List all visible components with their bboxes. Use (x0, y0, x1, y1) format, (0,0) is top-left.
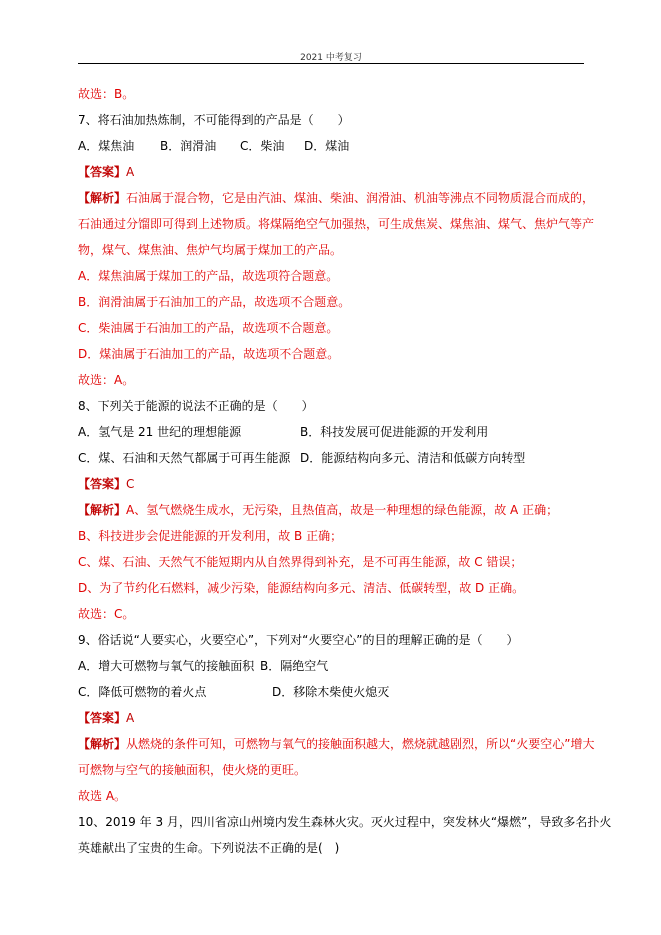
question-10-line2: 英雄献出了宝贵的生命。下列说法不正确的是( ) (78, 841, 340, 855)
selection-9: 故选 A。 (78, 789, 127, 803)
explanation-text: 石油属于混合物，它是由汽油、煤油、柴油、润滑油、机油等沸点不同物质混合而成的， (126, 191, 595, 205)
question-8-options-ab (78, 424, 488, 440)
question-10-line1: 10、2019 年 3 月，四川省凉山州境内发生森林火灾。灭火过程中，突发林火“爆燃”，导致多名扑火 (78, 815, 612, 829)
explanation-tag: 【解析】 (78, 503, 127, 517)
answer-9 (78, 710, 134, 726)
selection-8: 故选：C。 (78, 607, 135, 621)
question-7: 7、将石油加热炼制，不可能得到的产品是（ ） (78, 113, 350, 127)
option-a: A．增大可燃物与氧气的接触面积 (78, 659, 255, 673)
answer-value: A (126, 711, 135, 725)
answer-value: A (126, 165, 135, 179)
option-c: C．煤、石油和天然气都属于可再生能源 (78, 451, 291, 465)
question-9-options-cd (78, 684, 389, 700)
answer-value: C (126, 477, 135, 491)
answer-8 (78, 476, 134, 492)
explanation-7-line1 (78, 190, 594, 206)
question-7-options (78, 138, 349, 154)
explanation-7-line2: 石油通过分馏即可得到上述物质。将煤隔绝空气加强热，可生成焦炭、煤焦油、煤气、焦炉气等产 (78, 217, 595, 231)
page-header: 2021 中考复习 (300, 53, 362, 63)
answer-tag: 【答案】 (78, 165, 127, 179)
option-b: B．科技发展可促进能源的开发利用 (300, 425, 489, 439)
answer-tag: 【答案】 (78, 711, 127, 725)
explanation-8-a (78, 502, 558, 518)
option-c: C．柴油 (240, 139, 285, 153)
q6-selection: 故选：B。 (78, 87, 135, 101)
explanation-7-d: D．煤油属于石油加工的产品，故选项不合题意。 (78, 347, 340, 361)
question-9: 9、俗话说“人要实心，火要空心”，下列对“火要空心”的目的理解正确的是（ ） (78, 633, 519, 647)
option-c: C．降低可燃物的着火点 (78, 685, 207, 699)
option-a: A．氢气是 21 世纪的理想能源 (78, 425, 242, 439)
option-d: D．煤油 (304, 139, 350, 153)
option-d: D．移除木柴使火熄灭 (272, 685, 390, 699)
selection-7: 故选：A。 (78, 373, 135, 387)
option-d: D．能源结构向多元、清洁和低碳方向转型 (300, 451, 526, 465)
answer-7 (78, 164, 134, 180)
question-8: 8、下列关于能源的说法不正确的是（ ） (78, 399, 314, 413)
explanation-tag: 【解析】 (78, 191, 127, 205)
explanation-text: 从燃烧的条件可知，可燃物与氧气的接触面积越大，燃烧就越剧烈，所以“火要空心”增大 (126, 737, 595, 751)
explanation-7-a: A．煤焦油属于煤加工的产品，故选项符合题意。 (78, 269, 339, 283)
option-a: A．煤焦油 (78, 139, 135, 153)
question-9-options-ab (78, 658, 328, 674)
option-b: B．润滑油 (160, 139, 217, 153)
answer-tag: 【答案】 (78, 477, 127, 491)
explanation-8-d: D、为了节约化石燃料，减少污染，能源结构向多元、清洁、低碳转型，故 D 正确。 (78, 581, 525, 595)
explanation-7-c: C．柴油属于石油加工的产品，故选项不合题意。 (78, 321, 339, 335)
explanation-9-line1 (78, 736, 594, 752)
explanation-7-b: B．润滑油属于石油加工的产品，故选项不合题意。 (78, 295, 351, 309)
explanation-8-b: B、科技进步会促进能源的开发利用，故 B 正确； (78, 529, 343, 543)
explanation-7-line3: 物，煤气、煤焦油、焦炉气均属于煤加工的产品。 (78, 243, 343, 257)
explanation-tag: 【解析】 (78, 737, 127, 751)
question-8-options-cd (78, 450, 525, 466)
explanation-text: A、氢气燃烧生成水，无污染，且热值高，故是一种理想的绿色能源，故 A 正确； (126, 503, 559, 517)
explanation-8-c: C、煤、石油、天然气不能短期内从自然界得到补充，是不可再生能源，故 C 错误； (78, 555, 523, 569)
explanation-9-line2: 可燃物与空气的接触面积，使火烧的更旺。 (78, 763, 307, 777)
header-rule (78, 63, 584, 64)
option-b: B．隔绝空气 (260, 659, 329, 673)
